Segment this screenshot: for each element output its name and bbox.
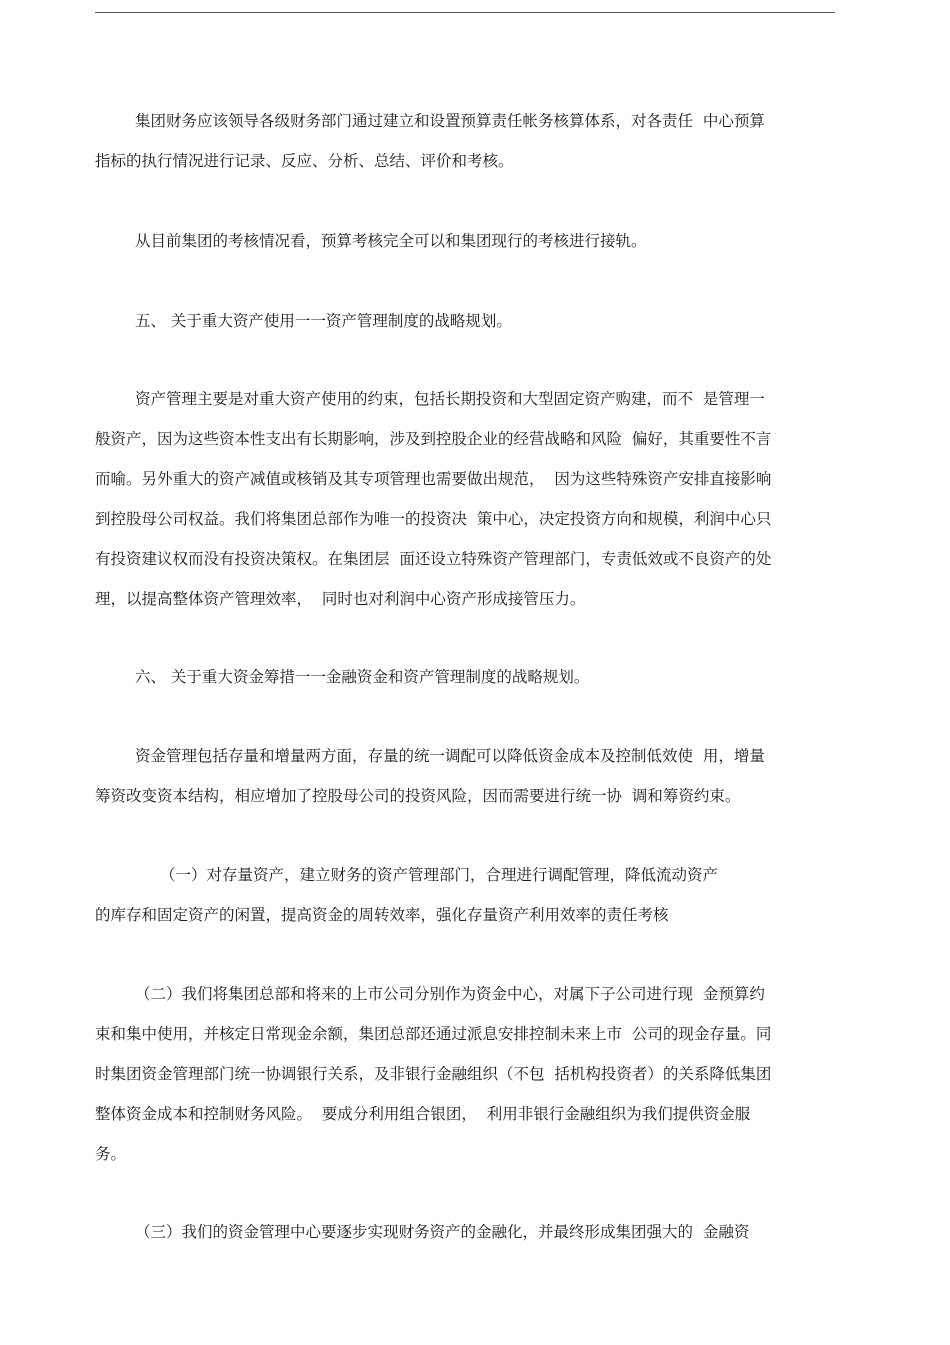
text-line: 束和集中使用，并核定日常现金余额，集团总部还通过派息安排控制未来上市 公司的现金存量。同 <box>95 1025 772 1043</box>
text-line: 的库存和固定资产的闲置，提高资金的周转效率，强化存量资产利用效率的责任考核 <box>95 906 669 924</box>
text-line: 务。 <box>95 1145 127 1163</box>
text-line: 整体资金成本和控制财务风险。 要成分利用组合银团， 利用非银行金融组织为我们提供资金服 <box>95 1105 751 1123</box>
text-line: 到控股母公司权益。我们将集团总部作为唯一的投资决 策中心，决定投资方向和规模，利润中心只 <box>95 510 772 528</box>
text-line: 从目前集团的考核情况看，预算考核完全可以和集团现行的考核进行接轨。 <box>135 232 647 250</box>
text-line: 理，以提高整体资产管理效率， 同时也对利润中心资产形成接管压力。 <box>95 590 586 608</box>
text-line: （一）对存量资产，建立财务的资产管理部门，合理进行调配管理，降低流动资产 <box>160 866 719 884</box>
text-line: 有投资建议权而没有投资决策权。在集团层 面还设立特殊资产管理部门，专责低效或不良资产的处 <box>95 550 772 568</box>
text-line: （二）我们将集团总部和将来的上市公司分别作为资金中心，对属下子公司进行现 金预算约 <box>135 985 765 1003</box>
text-line: （三）我们的资金管理中心要逐步实现财务资产的金融化，并最终形成集团强大的 金融资 <box>135 1223 750 1241</box>
header-rule <box>95 12 835 13</box>
text-line: 而喻。另外重大的资产减值或核销及其专项管理也需要做出规范， 因为这些特殊资产安排直接影响 <box>95 470 772 488</box>
text-line: 指标的执行情况进行记录、反应、分析、总结、评价和考核。 <box>95 152 514 170</box>
text-line: 集团财务应该领导各级财务部门通过建立和设置预算责任帐务核算体系，对各责任 中心预算 <box>135 112 765 130</box>
text-line: 资产管理主要是对重大资产使用的约束，包括长期投资和大型固定资产购建，而不 是管理一 <box>135 390 765 408</box>
section-heading: 六、 关于重大资金筹措一一金融资金和资产管理制度的战略规划。 <box>135 668 590 686</box>
text-line: 资金管理包括存量和增量两方面，存量的统一调配可以降低资金成本及控制低效使 用，增量 <box>135 747 765 765</box>
text-line: 时集团资金管理部门统一协调银行关系，及非银行金融组织（不包 括机构投资者）的关系降低集团 <box>95 1065 772 1083</box>
text-line: 般资产，因为这些资本性支出有长期影响，涉及到控股企业的经营战略和风险 偏好，其重要性不言 <box>95 430 772 448</box>
text-line: 筹资改变资本结构，相应增加了控股母公司的投资风险，因而需要进行统一协 调和筹资约束。 <box>95 787 741 805</box>
section-heading: 五、 关于重大资产使用一一资产管理制度的战略规划。 <box>135 312 512 330</box>
